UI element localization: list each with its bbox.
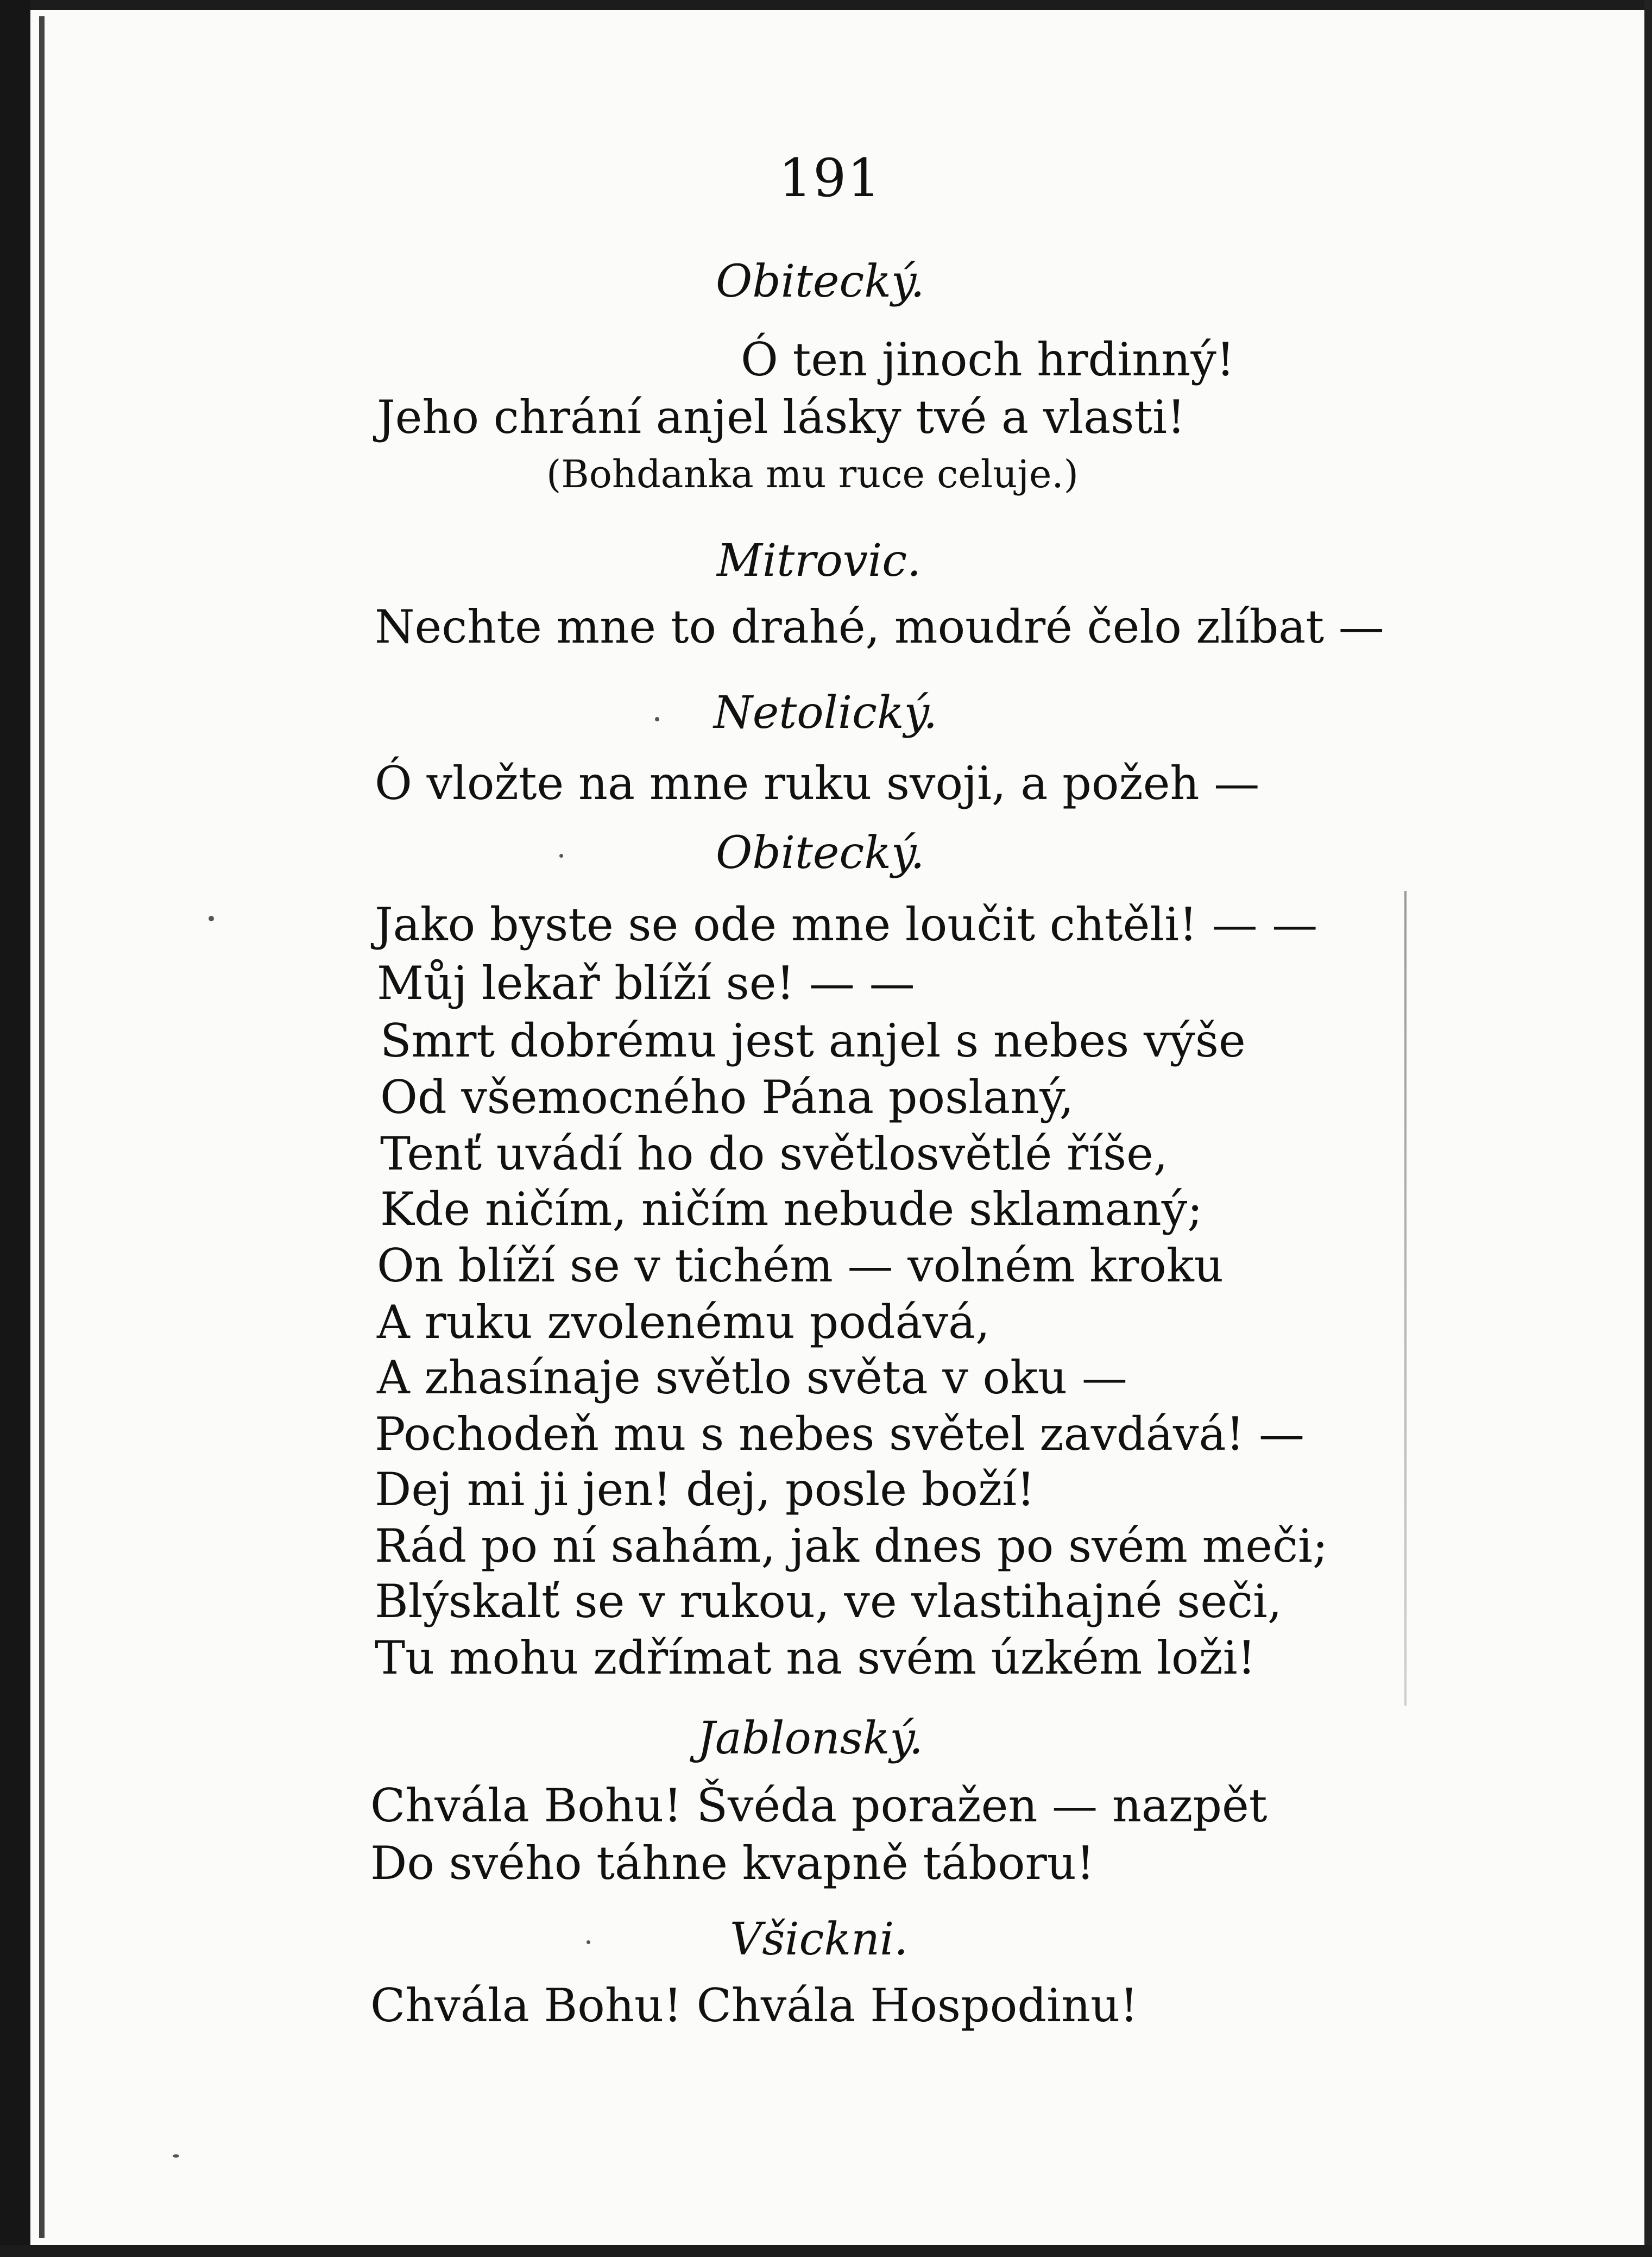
verse-line: Blýskalť se v rukou, ve vlastihajné seči,: [375, 1575, 1282, 1628]
scan-frame-left-rule: [39, 16, 45, 2238]
verse-line: Jeho chrání anjel lásky tvé a vlasti!: [377, 391, 1186, 444]
speaker-label: Obitecký.: [716, 827, 925, 879]
scan-speck: [559, 854, 563, 858]
speaker-label: Jablonský.: [697, 1713, 923, 1764]
verse-line: A zhasínaje světlo světa v oku —: [377, 1351, 1127, 1404]
scan-speck: [655, 717, 659, 721]
verse-line: Rád po ní sahám, jak dnes po svém meči;: [375, 1519, 1328, 1573]
scan-frame-right: [1644, 0, 1652, 2257]
scan-frame-bottom: [0, 2245, 1652, 2257]
scan-speck: [587, 1940, 590, 1944]
margin-pencil-mark: [1404, 891, 1407, 1706]
verse-line: Od všemocného Pána poslaný,: [380, 1071, 1074, 1124]
verse-line: On blíží se v tichém — volném kroku: [377, 1239, 1224, 1292]
verse-line: Můj lekař blíží se! — —: [377, 957, 915, 1010]
verse-line: Chvála Bohu! Chvála Hospodinu!: [370, 1979, 1138, 2032]
verse-line: Pochodeň mu s nebes světel zavdává! —: [375, 1407, 1304, 1461]
speaker-label: Obitecký.: [716, 256, 925, 307]
page-number: 191: [779, 148, 882, 209]
verse-line: Ó vložte na mne ruku svoji, a požeh —: [375, 757, 1260, 810]
stage-direction: (Bohdanka mu ruce celuje.): [546, 452, 1079, 496]
verse-line: Do svého táhne kvapně táboru!: [370, 1837, 1095, 1890]
scan-frame-top: [0, 0, 1652, 10]
verse-line: Nechte mne to drahé, moudré čelo zlíbat —: [375, 600, 1384, 653]
verse-line: Jako byste se ode mne loučit chtěli! — —: [375, 898, 1318, 951]
scan-speck: [209, 916, 214, 921]
verse-line: Smrt dobrému jest anjel s nebes výše: [380, 1014, 1246, 1067]
speaker-label: Mitrovic.: [717, 535, 922, 587]
verse-line: Chvála Bohu! Švéda poražen — nazpět: [370, 1779, 1268, 1832]
verse-line: Tenť uvádí ho do světlosvětlé říše,: [380, 1127, 1168, 1180]
verse-line: Ó ten jinoch hrdinný!: [741, 333, 1235, 386]
verse-line: A ruku zvolenému podává,: [377, 1296, 990, 1349]
verse-line: Kde ničím, ničím nebude sklamaný;: [380, 1183, 1203, 1236]
verse-line: Tu mohu zdřímat na svém úzkém loži!: [375, 1631, 1256, 1684]
scan-frame-left: [0, 0, 30, 2257]
speaker-label: Netolický.: [714, 687, 938, 739]
scan-speck: [173, 2154, 179, 2158]
verse-line: Dej mi ji jen! dej, posle boží!: [375, 1463, 1035, 1516]
speaker-label: Všickni.: [730, 1914, 909, 1965]
